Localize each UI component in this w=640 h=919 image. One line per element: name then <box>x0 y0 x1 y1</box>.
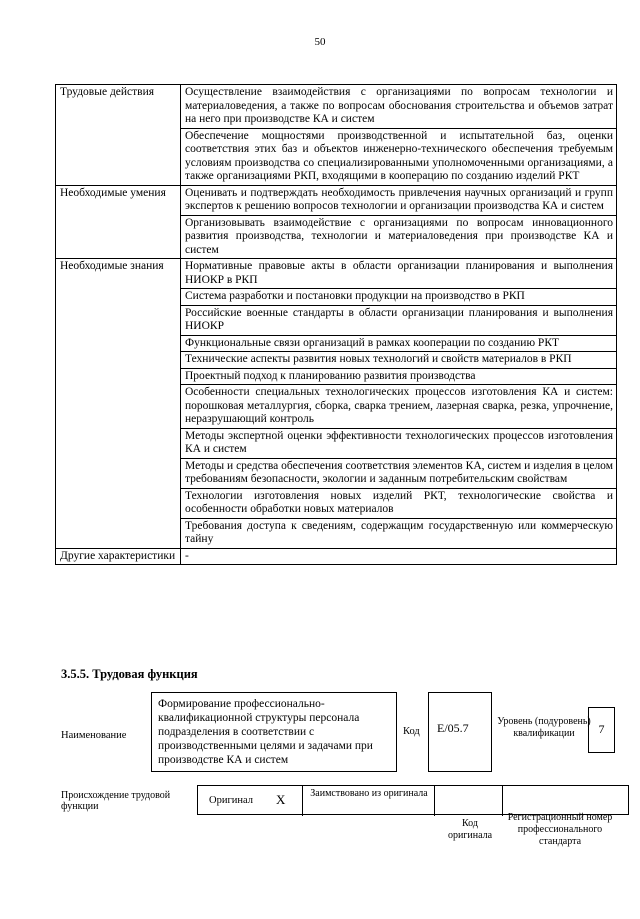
divider <box>502 786 503 816</box>
row-item: Система разработки и постановки продукции на производство в РКП <box>181 289 617 306</box>
row-item: Функциональные связи организаций в рамках кооперации по созданию РКТ <box>181 335 617 352</box>
section-title: 3.5.5. Трудовая функция <box>61 667 198 681</box>
table-row <box>56 259 617 289</box>
row-item: Организовывать взаимодействие с организациями по вопросам инновационного развития производства, технологии и материаловедения при производстве КА и систем <box>181 215 617 259</box>
code-box <box>428 692 492 772</box>
function-name-label: Наименование <box>61 730 127 741</box>
row-item: Осуществление взаимодействия с организациями по вопросам технологии и материаловедения, а также по вопросам обоснования строительства и объемов затрат на него при производстве КА и систем <box>181 85 617 129</box>
row-item: Технологии изготовления новых изделий РКТ, технологические свойства и особенности обработки новых материалов <box>181 488 617 518</box>
row-item: Особенности специальных технологических процессов изготовления КА и систем: порошковая металлургия, сборка, сварка трением, лазерная сварка, резка, упрочнение, неразрушающий контроль <box>181 385 617 429</box>
row-item: - <box>181 548 617 565</box>
function-name-value: Формирование профессионально-квалификационной структуры персонала подразделения в соответствии с производственными целями и задачами при производстве КА и систем <box>158 698 373 766</box>
divider <box>434 786 435 816</box>
level-label: Уровень (подуровень) квалификации <box>497 716 591 739</box>
row-item: Требования доступа к сведениям, содержащим государственную или коммерческую тайну <box>181 518 617 548</box>
level-value: 7 <box>598 722 605 736</box>
row-label: Трудовые действия <box>56 85 181 186</box>
row-item: Нормативные правовые акты в области организации планирования и выполнения НИОКР в РКП <box>181 259 617 289</box>
row-item: Методы и средства обеспечения соответствия элементов КА, систем и изделия в целом требованиям безопасности, экологии и заданным потребительским свойствам <box>181 458 617 488</box>
borrowed-label: Заимствовано из оригинала <box>310 788 428 799</box>
original-label: Оригинал <box>209 795 253 806</box>
code-caption: Код оригинала <box>447 818 493 841</box>
requirements-table <box>55 84 617 565</box>
row-label: Необходимые умения <box>56 185 181 259</box>
row-item: Российские военные стандарты в области организации планирования и выполнения НИОКР <box>181 305 617 335</box>
table-row <box>56 548 617 565</box>
table-row <box>56 185 617 215</box>
row-label: Необходимые знания <box>56 259 181 549</box>
level-box <box>588 707 615 753</box>
divider <box>302 786 303 816</box>
row-item: Обеспечение мощностями производственной и испытательной баз, оценки соответствия этих баз и объектов инженерно-технического обеспечения требуемым условиям производства со специализированными уполномоченными организациями, а также организациями РКП, входящими в кооперацию по созданию изделий РКТ <box>181 128 617 185</box>
origin-row <box>197 785 629 815</box>
row-label: Другие характеристики <box>56 548 181 565</box>
row-item: Методы экспертной оценки эффективности технологических процессов изготовления КА и систем <box>181 428 617 458</box>
page-number: 50 <box>314 36 326 48</box>
original-mark: X <box>276 792 286 807</box>
reg-caption: Регистрационный номер профессионального стандарта <box>507 812 613 847</box>
row-item: Оценивать и подтверждать необходимость привлечения научных организаций и групп экспертов к решению вопросов технологии и организации производства КА и систем <box>181 185 617 215</box>
origin-label: Происхождение трудовой функции <box>61 790 171 812</box>
code-label: Код <box>403 726 420 737</box>
table-row <box>56 85 617 129</box>
code-value: E/05.7 <box>437 721 469 735</box>
row-item: Технические аспекты развития новых технологий и свойств материалов в РКП <box>181 352 617 369</box>
function-name-box <box>151 692 397 772</box>
row-item: Проектный подход к планированию развития производства <box>181 368 617 385</box>
